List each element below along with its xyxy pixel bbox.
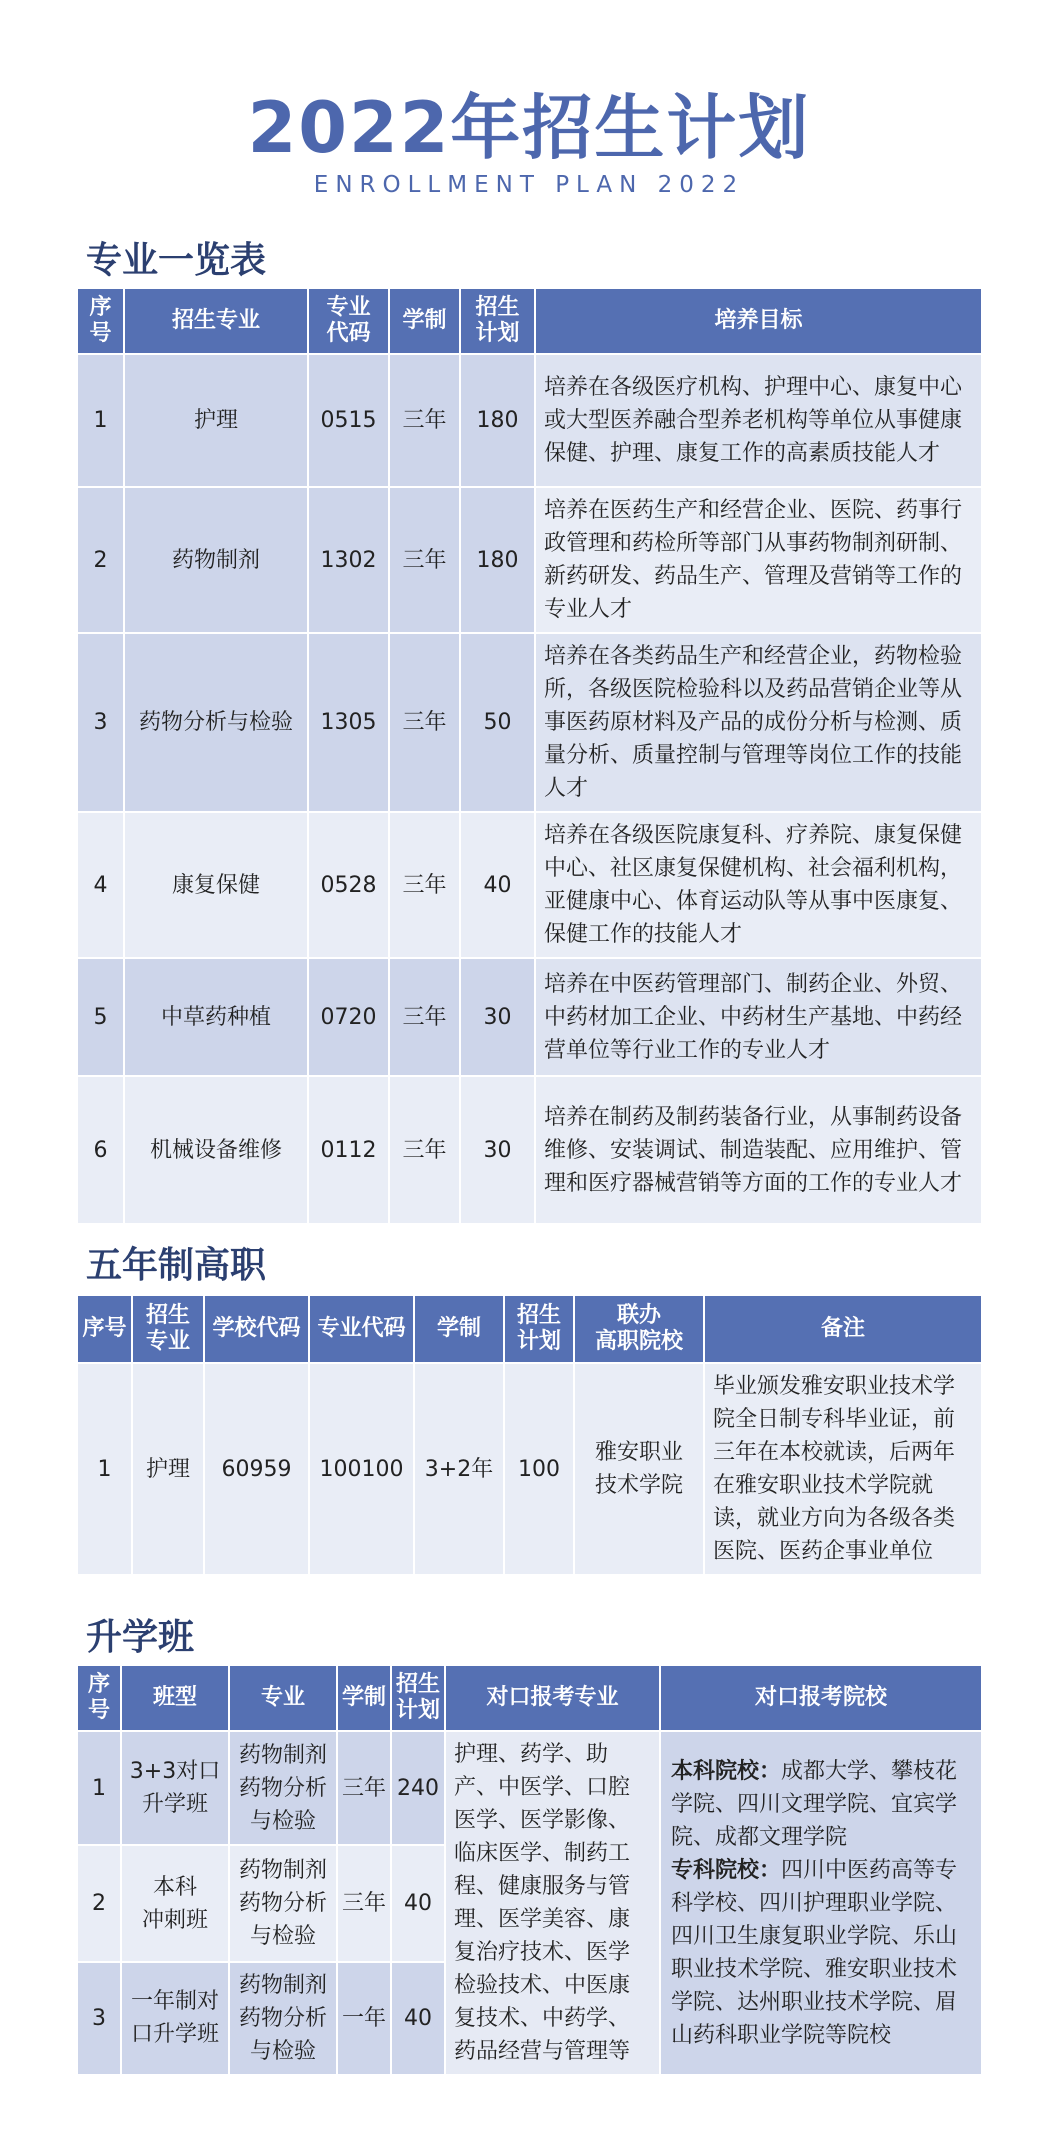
cell-code: 1305 (308, 633, 389, 812)
table-row (77, 633, 982, 812)
cell-code: 0515 (308, 354, 389, 487)
cell-code: 0720 (308, 958, 389, 1076)
upgrade-class-table (76, 1664, 983, 2076)
cell-years: 三年 (389, 487, 460, 633)
cell-plan: 30 (460, 1076, 535, 1224)
cell-no: 5 (77, 958, 124, 1076)
cell-goal: 培养在各级医院康复科、疗养院、康复保健中心、社区康复保健机构、社会福利机构，亚健康中心、体育运动队等从事中医康复、保健工作的技能人才 (535, 812, 982, 958)
cell-major: 护理 (124, 354, 308, 487)
cell-no: 4 (77, 812, 124, 958)
cell-goal: 培养在医药生产和经营企业、医院、药事行政管理和药检所等部门从事药物制剂研制、新药研发、药品生产、管理及营销等工作的专业人才 (535, 487, 982, 633)
cell-major: 药物制剂 药物分析 与检验 (229, 1962, 337, 2075)
cell-plan: 50 (460, 633, 535, 812)
cell-plan: 240 (391, 1731, 445, 1845)
col-header-no: 序号 (77, 288, 124, 354)
cell-major: 康复保健 (124, 812, 308, 958)
cell-years: 三年 (337, 1845, 391, 1961)
table-row (77, 1076, 982, 1224)
college-label: 专科院校： (671, 1857, 782, 1883)
major-list-table (76, 287, 983, 1225)
col-header-partner: 联办 高职院校 (574, 1295, 704, 1363)
cell-major: 护理 (132, 1363, 204, 1575)
cell-plan: 180 (460, 487, 535, 633)
page-subtitle: ENROLLMENT PLAN 2022 (313, 172, 745, 198)
table-header-row (77, 1295, 982, 1363)
cell-major: 药物分析与检验 (124, 633, 308, 812)
cell-no: 3 (77, 1962, 121, 2075)
cell-plan: 40 (391, 1845, 445, 1961)
cell-major: 药物制剂 (124, 487, 308, 633)
section-title-upgrade-class: 升学班 (86, 1617, 195, 1658)
cell-no: 2 (77, 1845, 121, 1961)
section-title-five-year: 五年制高职 (86, 1245, 267, 1286)
col-header-years: 学制 (389, 288, 460, 354)
col-header-years: 学制 (337, 1665, 391, 1731)
cell-years: 一年 (337, 1962, 391, 2075)
cell-code: 0528 (308, 812, 389, 958)
cell-code: 0112 (308, 1076, 389, 1224)
col-header-class-type: 班型 (121, 1665, 229, 1731)
col-header-major: 专业 (229, 1665, 337, 1731)
cell-no: 6 (77, 1076, 124, 1224)
cell-plan: 30 (460, 958, 535, 1076)
cell-years: 三年 (389, 1076, 460, 1224)
col-header-school-code: 学校代码 (204, 1295, 309, 1363)
cell-class-type: 本科 冲刺班 (121, 1845, 229, 1961)
cell-goal: 培养在中医药管理部门、制药企业、外贸、中药材加工企业、中药材生产基地、中药经营单位等行业工作的专业人才 (535, 958, 982, 1076)
col-header-plan: 招生 计划 (460, 288, 535, 354)
cell-no: 1 (77, 1731, 121, 1845)
col-header-exam-schools: 对口报考院校 (660, 1665, 982, 1731)
cell-no: 1 (77, 354, 124, 487)
cell-years: 三年 (389, 958, 460, 1076)
cell-class-type: 一年制对 口升学班 (121, 1962, 229, 2075)
page-title: 2022年招生计划 (247, 87, 811, 169)
col-header-major-code: 专业代码 (309, 1295, 414, 1363)
cell-no: 1 (77, 1363, 132, 1575)
cell-plan: 180 (460, 354, 535, 487)
table-row (77, 1731, 982, 1845)
col-header-goal: 培养目标 (535, 288, 982, 354)
college-schools: 四川中医药高等专科学校、四川护理职业学院、四川卫生康复职业学院、乐山职业技术学院、雅安职业技术学院、达州职业技术学院、眉山药科职业学院等院校 (671, 1857, 958, 2048)
cell-code: 1302 (308, 487, 389, 633)
cell-major-code: 100100 (309, 1363, 414, 1575)
col-header-code: 专业 代码 (308, 288, 389, 354)
cell-major: 中草药种植 (124, 958, 308, 1076)
table-row (77, 354, 982, 487)
table-row (77, 1363, 982, 1575)
cell-no: 3 (77, 633, 124, 812)
cell-years: 三年 (389, 812, 460, 958)
col-header-plan: 招生 计划 (504, 1295, 574, 1363)
col-header-major: 招生专业 (124, 288, 308, 354)
table-row (77, 812, 982, 958)
cell-major: 药物制剂 药物分析 与检验 (229, 1731, 337, 1845)
cell-major: 机械设备维修 (124, 1076, 308, 1224)
cell-years: 三年 (389, 354, 460, 487)
cell-goal: 培养在各类药品生产和经营企业，药物检验所，各级医院检验科以及药品营销企业等从事医药原材料及产品的成份分析与检测、质量分析、质量控制与管理等岗位工作的技能人才 (535, 633, 982, 812)
cell-school-code: 60959 (204, 1363, 309, 1575)
col-header-no: 序 号 (77, 1665, 121, 1731)
section-title-major-list: 专业一览表 (86, 240, 267, 281)
cell-goal: 培养在各级医疗机构、护理中心、康复中心或大型医养融合型养老机构等单位从事健康保健、护理、康复工作的高素质技能人才 (535, 354, 982, 487)
undergrad-schools: 成都大学、攀枝花学院、四川文理学院、宜宾学院、成都文理学院 (671, 1758, 958, 1850)
table-header-row (77, 288, 982, 354)
col-header-years: 学制 (414, 1295, 504, 1363)
cell-years: 3+2年 (414, 1363, 504, 1575)
cell-plan: 40 (460, 812, 535, 958)
cell-exam-majors: 护理、药学、助产、中医学、口腔医学、医学影像、临床医学、制药工程、健康服务与管理、医学美容、康复治疗技术、医学检验技术、中医康复技术、中药学、药品经营与管理等 (445, 1731, 660, 2075)
cell-class-type: 3+3对口 升学班 (121, 1731, 229, 1845)
table-row (77, 958, 982, 1076)
table-row (77, 487, 982, 633)
col-header-exam-majors: 对口报考专业 (445, 1665, 660, 1731)
cell-years: 三年 (337, 1731, 391, 1845)
cell-plan: 100 (504, 1363, 574, 1575)
cell-goal: 培养在制药及制药装备行业，从事制药设备维修、安装调试、制造装配、应用维护、管理和医疗器械营销等方面的工作的专业人才 (535, 1076, 982, 1224)
cell-no: 2 (77, 487, 124, 633)
col-header-major: 招生 专业 (132, 1295, 204, 1363)
cell-note: 毕业颁发雅安职业技术学院全日制专科毕业证，前三年在本校就读，后两年在雅安职业技术学院就读，就业方向为各级各类医院、医药企事业单位 (704, 1363, 982, 1575)
five-year-table (76, 1294, 983, 1576)
col-header-plan: 招生 计划 (391, 1665, 445, 1731)
cell-partner: 雅安职业 技术学院 (574, 1363, 704, 1575)
table-header-row (77, 1665, 982, 1731)
cell-plan: 40 (391, 1962, 445, 2075)
col-header-note: 备注 (704, 1295, 982, 1363)
col-header-no: 序号 (77, 1295, 132, 1363)
cell-major: 药物制剂 药物分析 与检验 (229, 1845, 337, 1961)
undergrad-label: 本科院校： (671, 1758, 782, 1784)
cell-exam-schools (660, 1731, 982, 2075)
cell-years: 三年 (389, 633, 460, 812)
